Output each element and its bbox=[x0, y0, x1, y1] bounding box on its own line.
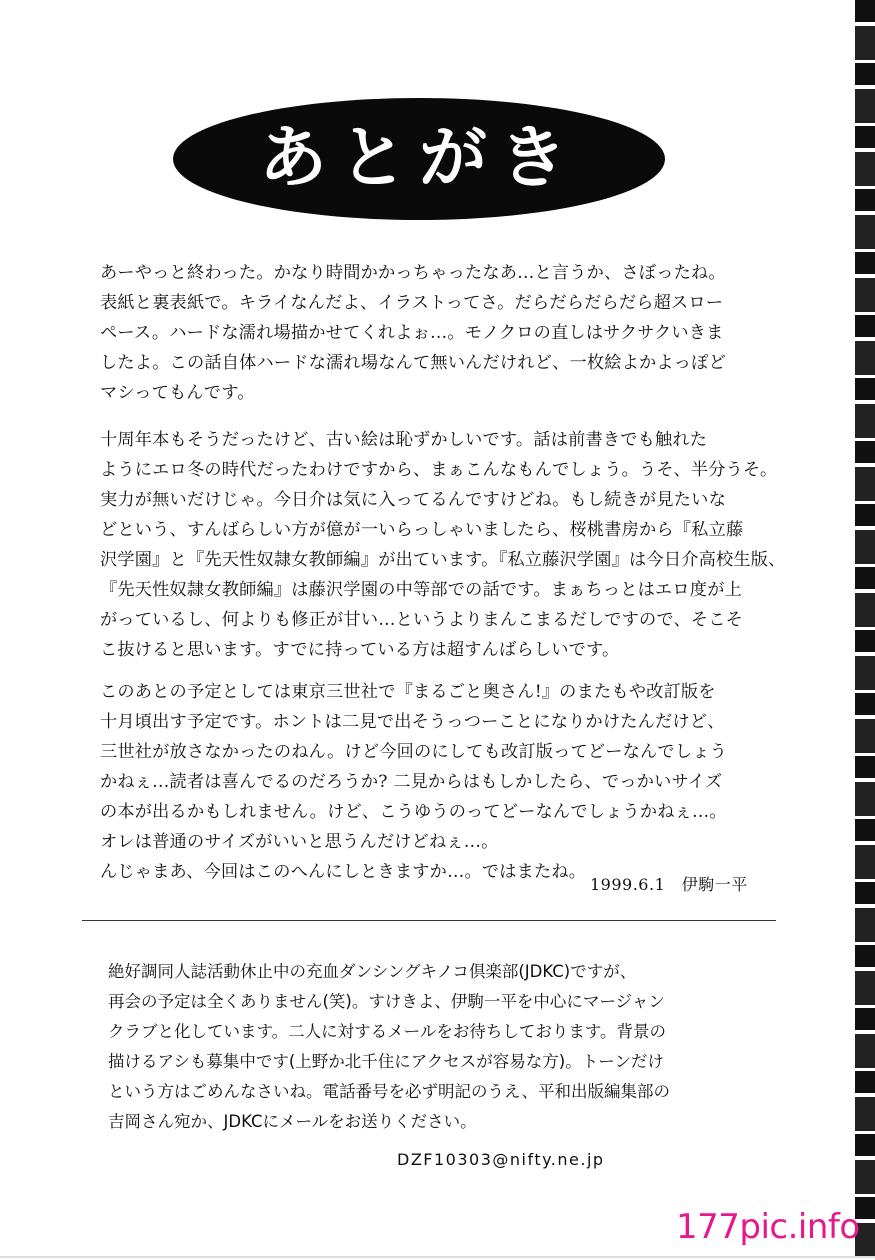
club-notice bbox=[108, 957, 768, 1137]
paragraph-line: 沢学園』と『先天性奴隷女教師編』が出ています。『私立藤沢学園』は今日介高校生版、 bbox=[100, 550, 786, 570]
signature bbox=[590, 872, 748, 895]
notice-line: という方はごめんなさいね。電話番号を必ず明記のうえ、平和出版編集部の bbox=[108, 1082, 670, 1101]
paragraph-line: 『先天性奴隷女教師編』は藤沢学園の中等部での話です。まぁちっとはエロ度が上 bbox=[100, 580, 742, 600]
paragraph-2 bbox=[100, 425, 786, 665]
paragraph-line: このあとの予定としては東京三世社で『まるごと奥さん!』のまたもや改訂版を bbox=[100, 682, 716, 702]
paragraph-line: がっているし、何よりも修正が甘い…というよりまんこまるだしですので、そこそ bbox=[100, 610, 743, 630]
page-title: あとがき bbox=[258, 119, 579, 198]
paragraph-line: オレは普通のサイズがいいと思うんだけどねぇ…。 bbox=[100, 832, 499, 852]
paragraph-line: こ抜けると思います。すでに持っている方は超すんばらしいです。 bbox=[100, 640, 620, 660]
contact-email: DZF10303@nifty.ne.jp bbox=[397, 1150, 605, 1169]
signature-date: 1999.6.1 bbox=[590, 875, 666, 894]
paragraph-line: んじゃまあ、今回はこのへんにしときますか…。ではまたね。 bbox=[100, 862, 587, 882]
paragraph-line: の本が出るかもしれません。けど、こうゆうのってどーなんでしょうかねぇ…。 bbox=[100, 802, 727, 822]
paragraph-line: 十月頃出す予定です。ホントは二見で出そうっつーことになりかけたんだけど、 bbox=[100, 712, 725, 732]
paragraph-line: 十周年本もそうだったけど、古い絵は恥ずかしいです。話は前書きでも触れた bbox=[100, 430, 708, 450]
signature-author: 伊駒一平 bbox=[681, 875, 748, 894]
watermark-logo: 177pic.info bbox=[676, 1207, 860, 1247]
paragraph-line: したよ。この話自体ハードな濡れ場なんて無いんだけれど、一枚絵よかよっぽど bbox=[100, 353, 726, 373]
paragraph-line: ようにエロ冬の時代だったわけですから、まぁこんなもんでしょう。うそ、半分うそ。 bbox=[100, 460, 778, 480]
paragraph-3 bbox=[100, 677, 768, 887]
paragraph-line: 表紙と裏表紙で。キライなんだよ、イラストってさ。だらだらだらだら超スロー bbox=[100, 293, 724, 313]
paragraph-1 bbox=[100, 258, 768, 408]
page-edge-strip bbox=[855, 0, 875, 1260]
section-divider bbox=[82, 920, 776, 921]
paragraph-line: あーやっと終わった。かなり時間かかっちゃったなあ…と言うか、さぼったね。 bbox=[100, 263, 726, 283]
paragraph-line: ペース。ハードな濡れ場描かせてくれよぉ…。モノクロの直しはサクサクいきま bbox=[100, 323, 724, 343]
bottom-rule bbox=[0, 1256, 875, 1258]
paragraph-line: どという、すんばらしい方が億が一いらっしゃいましたら、桜桃書房から『私立藤 bbox=[100, 520, 744, 540]
paragraph-line: 三世社が放さなかったのねん。けど今回のにしても改訂版ってどーなんでしょう bbox=[100, 742, 727, 762]
notice-line: 再会の予定は全くありません(笑)。すけきよ、伊駒一平を中心にマージャン bbox=[108, 992, 665, 1011]
notice-line: 絶好調同人誌活動休止中の充血ダンシングキノコ倶楽部(JDKC)ですが、 bbox=[108, 962, 637, 981]
notice-line: クラブと化しています。二人に対するメールをお待ちしております。背景の bbox=[108, 1022, 667, 1041]
notice-line: 吉岡さん宛か、JDKCにメールをお送りください。 bbox=[108, 1112, 477, 1131]
notice-line: 描けるアシも募集中です(上野か北千住にアクセスが容易な方)。トーンだけ bbox=[108, 1052, 664, 1071]
paragraph-line: 実力が無いだけじゃ。今日介は気に入ってるんですけどね。もし続きが見たいな bbox=[100, 490, 726, 510]
paragraph-line: マシってもんです。 bbox=[100, 383, 255, 403]
title-banner bbox=[173, 98, 665, 220]
paragraph-line: かねぇ…読者は喜んでるのだろうか? 二見からはもしかしたら、でっかいサイズ bbox=[100, 772, 723, 792]
